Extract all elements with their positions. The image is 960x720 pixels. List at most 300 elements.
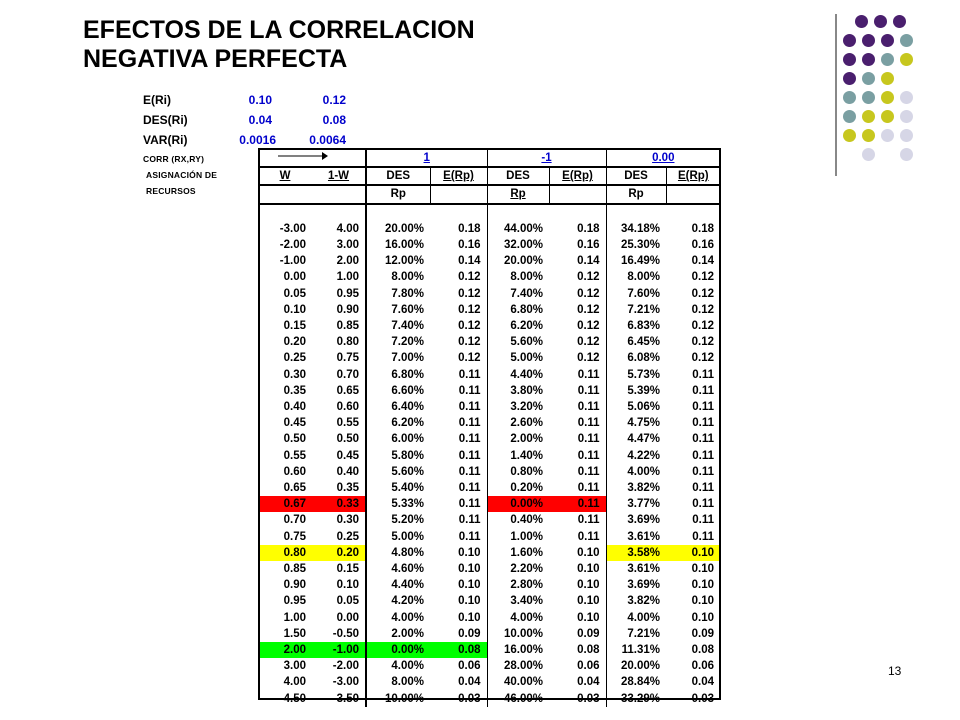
cell-d2: 2.20%	[487, 561, 549, 577]
cell-e3: 0.11	[692, 498, 715, 511]
cell-e2: 0.11	[577, 368, 600, 381]
cell-e3: 0.16	[691, 239, 715, 251]
cell-d1: 8.00%	[366, 269, 430, 285]
table-row	[258, 431, 720, 447]
cell-d2: 0.80%	[487, 464, 549, 480]
cell-w: 0.50	[283, 433, 306, 446]
cell-d1: 7.20%	[366, 334, 430, 350]
table-row	[258, 691, 720, 707]
cell-d3: 4.75%	[606, 415, 666, 431]
cell-e2: 0.12	[577, 271, 600, 284]
decorative-dot	[862, 148, 875, 161]
cell-e1: 0.12	[458, 271, 481, 284]
cell-e3: 0.12	[691, 352, 715, 365]
cell-d3: 3.77%	[606, 496, 666, 512]
cell-e1: 0.10	[458, 579, 481, 592]
cell-w1: 0.65	[336, 384, 359, 397]
cell-d1: 5.00%	[366, 529, 430, 545]
cell-e2: 0.11	[577, 384, 600, 397]
cell-w: -3.00	[279, 222, 306, 235]
cell-e1: 0.11	[458, 433, 481, 446]
cell-e1: 0.11	[458, 498, 481, 511]
cell-e3: 0.10	[691, 579, 715, 592]
cell-e3: 0.11	[692, 465, 715, 478]
table-row	[258, 350, 720, 366]
cell-d1: 6.40%	[366, 399, 430, 415]
cell-w: 0.85	[283, 563, 306, 576]
rp-label-3: Rp	[606, 185, 666, 203]
decorative-dot	[862, 110, 875, 123]
cell-d2: 5.60%	[487, 334, 549, 350]
table-row	[258, 480, 720, 496]
cell-d1: 4.80%	[366, 545, 430, 561]
cell-w1: 0.25	[336, 530, 359, 543]
asignacion-label-2: RECURSOS	[146, 186, 196, 196]
cell-e1: 0.11	[458, 514, 481, 527]
cell-w: 0.45	[283, 417, 306, 430]
cell-e3: 0.11	[692, 401, 715, 414]
decorative-dot	[900, 34, 913, 47]
cell-w1: 0.30	[336, 514, 359, 527]
cell-e3: 0.11	[692, 384, 715, 397]
portfolio-table	[258, 148, 720, 707]
cell-d3: 8.00%	[606, 269, 666, 285]
cell-e1: 0.16	[458, 239, 481, 251]
cell-w: 0.90	[283, 579, 306, 592]
cell-e1: 0.10	[458, 546, 481, 559]
cell-d3: 3.61%	[606, 529, 666, 545]
cell-d3: 5.06%	[606, 399, 666, 415]
cell-w1: 0.10	[336, 579, 359, 592]
col-header-des-2: DES	[487, 167, 549, 185]
cell-w1: 0.40	[336, 465, 359, 478]
param-label-eri: E(Ri)	[143, 93, 171, 107]
cell-e1: 0.12	[458, 320, 481, 333]
cell-e2: 0.11	[577, 417, 600, 430]
cell-d3: 7.21%	[606, 302, 666, 318]
cell-e3: 0.03	[691, 692, 715, 705]
cell-e2: 0.12	[577, 320, 600, 333]
cell-e2: 0.11	[549, 496, 606, 512]
cell-e2: 0.14	[577, 255, 600, 268]
cell-w: 0.40	[283, 401, 306, 414]
cell-e3: 0.12	[691, 303, 715, 316]
table-row	[258, 286, 720, 302]
table-row	[258, 512, 720, 528]
cell-e2: 0.11	[577, 449, 600, 462]
cell-d2: 0.00%	[487, 496, 549, 512]
cell-e1: 0.10	[458, 595, 481, 608]
param-label-desri: DES(Ri)	[143, 113, 188, 127]
cell-e3: 0.11	[692, 514, 715, 527]
cell-w1: 0.05	[336, 595, 359, 608]
cell-d1: 20.00%	[366, 221, 430, 237]
cell-w1: 0.55	[336, 417, 359, 430]
cell-e1: 0.03	[458, 692, 481, 705]
corr-header-zero[interactable]: 0.00	[606, 149, 720, 167]
cell-d1: 2.00%	[366, 626, 430, 642]
cell-d2: 20.00%	[487, 253, 549, 269]
cell-d3: 20.00%	[606, 658, 666, 674]
cell-w: 0.10	[283, 303, 306, 316]
cell-d1: 6.20%	[366, 415, 430, 431]
cell-d2: 0.20%	[487, 480, 549, 496]
table-row	[258, 415, 720, 431]
cell-e1: 0.10	[458, 563, 481, 576]
param-desri-v1: 0.04	[248, 113, 272, 127]
cell-d1: 6.60%	[366, 383, 430, 399]
cell-e1: 0.12	[458, 336, 481, 349]
cell-e1: 0.04	[458, 676, 481, 689]
cell-e1: 0.11	[458, 401, 481, 414]
cell-e3: 0.11	[692, 449, 715, 462]
table-row	[258, 448, 720, 464]
cell-d1: 6.00%	[366, 431, 430, 447]
cell-w: 0.75	[283, 530, 306, 543]
cell-e3: 0.12	[691, 320, 715, 333]
cell-e1: 0.06	[458, 660, 481, 673]
table-row	[258, 334, 720, 350]
cell-d1: 7.60%	[366, 302, 430, 318]
cell-w1: 0.90	[336, 303, 359, 316]
cell-e1: 0.11	[458, 384, 481, 397]
table-row	[258, 496, 720, 512]
cell-e2: 0.04	[577, 676, 600, 689]
param-varri-v2: 0.0064	[309, 133, 346, 147]
cell-w: 0.65	[283, 482, 306, 495]
col-header-w: W	[258, 167, 312, 185]
cell-d3: 6.45%	[606, 334, 666, 350]
table-row	[258, 399, 720, 415]
cell-w1: 0.60	[336, 401, 359, 414]
cell-e3: 0.11	[692, 482, 715, 495]
param-varri-v1: 0.0016	[239, 133, 276, 147]
cell-e3: 0.11	[692, 368, 715, 381]
cell-w: 0.55	[283, 449, 306, 462]
cell-e1: 0.11	[458, 465, 481, 478]
cell-e2: 0.08	[577, 644, 600, 657]
param-label-varri: VAR(Ri)	[143, 133, 188, 147]
cell-d3: 7.60%	[606, 286, 666, 302]
decorative-dot	[843, 53, 856, 66]
cell-d2: 32.00%	[487, 237, 549, 253]
cell-e3: 0.09	[691, 627, 715, 640]
cell-w1: 0.50	[336, 433, 359, 446]
decorative-dot	[900, 110, 913, 123]
cell-d3: 3.69%	[606, 512, 666, 528]
cell-d1: 5.40%	[366, 480, 430, 496]
cell-w1: 0.85	[336, 320, 359, 333]
cell-e2: 0.10	[577, 563, 600, 576]
decorative-dot	[862, 34, 875, 47]
decorative-dot	[843, 110, 856, 123]
cell-d3: 28.84%	[606, 674, 666, 690]
cell-w: 2.00	[258, 642, 312, 658]
cell-e3: 0.10	[691, 611, 715, 624]
cell-d2: 5.00%	[487, 350, 549, 366]
cell-e3: 0.11	[692, 433, 715, 446]
cell-e2: 0.09	[577, 627, 600, 640]
cell-d2: 3.40%	[487, 593, 549, 609]
cell-w1: 0.75	[336, 352, 359, 365]
table-row	[258, 561, 720, 577]
cell-e1: 0.11	[458, 417, 481, 430]
cell-d2: 28.00%	[487, 658, 549, 674]
asignacion-label-1: ASIGNACIÓN DE	[146, 170, 218, 180]
cell-d1: 5.80%	[366, 448, 430, 464]
cell-d1: 16.00%	[366, 237, 430, 253]
cell-w: 0.05	[283, 287, 306, 300]
cell-w: 0.30	[283, 368, 306, 381]
cell-d3: 4.47%	[606, 431, 666, 447]
col-header-erp-1: E(Rp)	[430, 167, 487, 185]
decorative-dot	[874, 15, 887, 28]
cell-d3: 33.29%	[606, 691, 666, 707]
param-eri-v1: 0.10	[248, 93, 272, 107]
rp-header-row	[258, 185, 720, 203]
decorative-dot	[843, 72, 856, 85]
cell-d3: 6.08%	[606, 350, 666, 366]
cell-d3: 4.22%	[606, 448, 666, 464]
decorative-dot	[900, 91, 913, 104]
cell-w1: 1.00	[336, 271, 359, 284]
cell-d2: 8.00%	[487, 269, 549, 285]
cell-e2: 0.10	[577, 611, 600, 624]
cell-e1: 0.12	[458, 352, 481, 365]
cell-e1: 0.08	[430, 642, 487, 658]
cell-e3: 0.06	[691, 660, 715, 673]
cell-w: 0.70	[283, 514, 306, 527]
cell-d1: 6.80%	[366, 367, 430, 383]
cell-e2: 0.03	[577, 692, 600, 705]
table-row	[258, 221, 720, 237]
param-eri-v2: 0.12	[322, 93, 346, 107]
cell-d3: 5.73%	[606, 367, 666, 383]
decorative-dot	[881, 34, 894, 47]
cell-w: -2.00	[279, 239, 306, 251]
table-row	[258, 610, 720, 626]
cell-e1: 0.12	[458, 287, 481, 300]
decorative-divider	[835, 14, 837, 176]
cell-e3: 0.12	[691, 336, 715, 349]
cell-d1: 8.00%	[366, 674, 430, 690]
cell-w1: 0.70	[336, 368, 359, 381]
cell-d2: 7.40%	[487, 286, 549, 302]
table-row	[258, 577, 720, 593]
cell-d2: 44.00%	[487, 221, 549, 237]
cell-w1: 0.35	[336, 482, 359, 495]
cell-e2: 0.11	[577, 465, 600, 478]
cell-e2: 0.16	[577, 239, 600, 251]
cell-w1: 0.95	[336, 287, 359, 300]
cell-e2: 0.11	[577, 530, 600, 543]
title-line-1: EFECTOS DE LA CORRELACION	[83, 16, 475, 44]
cell-d3: 3.58%	[606, 545, 666, 561]
decorative-dot	[881, 72, 894, 85]
decorative-dot	[862, 129, 875, 142]
cell-e2: 0.12	[577, 287, 600, 300]
corr-header-neg[interactable]: -1	[487, 149, 606, 167]
table-row	[258, 626, 720, 642]
table-row	[258, 593, 720, 609]
decorative-dot	[862, 72, 875, 85]
cell-d1: 5.33%	[366, 496, 430, 512]
decorative-dot	[881, 91, 894, 104]
cell-w: 0.15	[283, 320, 306, 333]
cell-d2: 10.00%	[487, 626, 549, 642]
corr-header-pos[interactable]: 1	[366, 149, 487, 167]
cell-w: 0.35	[283, 384, 306, 397]
cell-d3: 11.31%	[606, 642, 666, 658]
cell-w1: -3.50	[332, 692, 359, 705]
cell-e1: 0.12	[458, 303, 481, 316]
table-row	[258, 658, 720, 674]
cell-d2: 16.00%	[487, 642, 549, 658]
cell-e2: 0.11	[577, 514, 600, 527]
cell-w: 1.00	[283, 611, 306, 624]
cell-w1: 0.80	[336, 336, 359, 349]
cell-d2: 46.00%	[487, 691, 549, 707]
cell-d2: 4.40%	[487, 367, 549, 383]
table-row	[258, 302, 720, 318]
cell-d1: 0.00%	[366, 642, 430, 658]
table-row	[258, 464, 720, 480]
rp-label-1: Rp	[366, 185, 430, 203]
cell-d1: 7.80%	[366, 286, 430, 302]
table-body	[258, 221, 720, 707]
decorative-dot	[900, 129, 913, 142]
cell-w: 4.50	[283, 692, 306, 705]
cell-w: 0.25	[283, 352, 306, 365]
cell-d2: 3.80%	[487, 383, 549, 399]
cell-d1: 4.40%	[366, 577, 430, 593]
decorative-dot	[893, 15, 906, 28]
cell-e3: 0.12	[691, 271, 715, 284]
decorative-dot	[862, 91, 875, 104]
cell-d3: 6.83%	[606, 318, 666, 334]
cell-w1: 0.00	[336, 611, 359, 624]
page-number: 13	[888, 664, 902, 678]
cell-d2: 1.00%	[487, 529, 549, 545]
cell-e3: 0.14	[691, 255, 715, 268]
cell-d1: 7.40%	[366, 318, 430, 334]
decorative-dot	[900, 148, 913, 161]
cell-d3: 34.18%	[606, 221, 666, 237]
cell-e1: 0.11	[458, 530, 481, 543]
cell-d2: 1.40%	[487, 448, 549, 464]
decorative-dot	[843, 129, 856, 142]
cell-e2: 0.12	[577, 303, 600, 316]
cell-w1: -3.00	[332, 676, 359, 689]
cell-e2: 0.10	[577, 579, 600, 592]
cell-e2: 0.11	[577, 401, 600, 414]
cell-e1: 0.11	[458, 482, 481, 495]
cell-d3: 3.61%	[606, 561, 666, 577]
cell-e2: 0.10	[577, 546, 600, 559]
cell-e1: 0.09	[458, 627, 481, 640]
cell-w: -1.00	[279, 255, 306, 268]
cell-d3: 16.49%	[606, 253, 666, 269]
cell-d2: 2.60%	[487, 415, 549, 431]
cell-w1: 0.33	[312, 496, 366, 512]
decorative-dot	[881, 110, 894, 123]
col-header-erp-3: E(Rp)	[666, 167, 720, 185]
table-row	[258, 318, 720, 334]
table-row	[258, 529, 720, 545]
cell-d2: 40.00%	[487, 674, 549, 690]
cell-d2: 3.20%	[487, 399, 549, 415]
cell-e3: 0.08	[691, 644, 715, 657]
cell-w: 1.50	[283, 627, 306, 640]
cell-d3: 25.30%	[606, 237, 666, 253]
column-header-row	[258, 167, 720, 185]
cell-d2: 4.00%	[487, 610, 549, 626]
cell-w1: 0.45	[336, 449, 359, 462]
decorative-dot	[881, 53, 894, 66]
param-desri-v2: 0.08	[322, 113, 346, 127]
cell-e1: 0.11	[458, 449, 481, 462]
table-row	[258, 269, 720, 285]
cell-d3: 3.69%	[606, 577, 666, 593]
cell-d3: 5.39%	[606, 383, 666, 399]
cell-e2: 0.11	[577, 433, 600, 446]
table-row	[258, 545, 720, 561]
col-header-erp-2: E(Rp)	[549, 167, 606, 185]
cell-d3: 3.82%	[606, 593, 666, 609]
cell-w1: -0.50	[332, 627, 359, 640]
rp-label-2: Rp	[487, 185, 549, 203]
cell-e2: 0.12	[577, 336, 600, 349]
table-row	[258, 674, 720, 690]
title-line-2: NEGATIVA PERFECTA	[83, 45, 348, 73]
cell-w1: -1.00	[312, 642, 366, 658]
cell-w: 0.00	[283, 271, 306, 284]
table-row	[258, 367, 720, 383]
cell-w1: 0.15	[336, 563, 359, 576]
table-row	[258, 237, 720, 253]
cell-e1: 0.14	[458, 255, 481, 268]
cell-d2: 2.80%	[487, 577, 549, 593]
decorative-dot	[855, 15, 868, 28]
decorative-dot	[900, 53, 913, 66]
cell-e2: 0.11	[577, 482, 600, 495]
cell-d2: 6.20%	[487, 318, 549, 334]
cell-w1: -2.00	[332, 660, 359, 673]
cell-e3: 0.10	[691, 595, 715, 608]
cell-d1: 5.60%	[366, 464, 430, 480]
cell-d2: 0.40%	[487, 512, 549, 528]
corr-label: CORR (RX,RY)	[143, 154, 205, 164]
cell-e3: 0.12	[691, 287, 715, 300]
cell-w1: 4.00	[336, 222, 359, 235]
cell-d1: 4.00%	[366, 658, 430, 674]
cell-e3: 0.10	[666, 545, 720, 561]
decorative-dot	[881, 129, 894, 142]
cell-e3: 0.11	[692, 530, 715, 543]
cell-d1: 10.00%	[366, 691, 430, 707]
cell-w1: 0.20	[312, 545, 366, 561]
cell-e1: 0.11	[458, 368, 481, 381]
cell-d1: 4.20%	[366, 593, 430, 609]
cell-e2: 0.12	[577, 352, 600, 365]
decorative-dot	[843, 34, 856, 47]
cell-e3: 0.11	[692, 417, 715, 430]
cell-e2: 0.10	[577, 595, 600, 608]
cell-w: 0.95	[283, 595, 306, 608]
corr-header-row	[258, 149, 720, 167]
cell-e3: 0.18	[691, 222, 715, 235]
cell-d3: 7.21%	[606, 626, 666, 642]
